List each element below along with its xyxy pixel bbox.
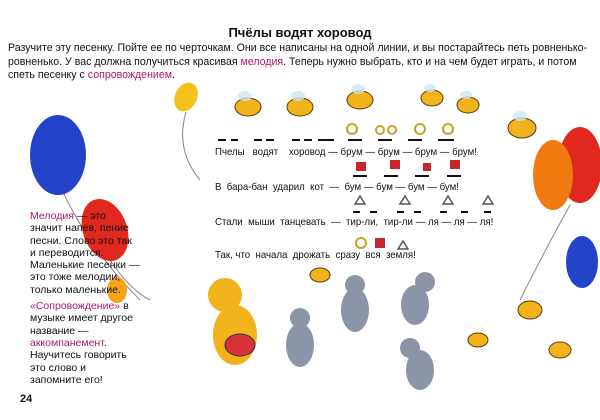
- intro-text: Разучите эту песенку. Пойте ее по черточкам. Они все написаны на одной линии, и вы постарайтесь петь ровненько-ровненько. У вас должна получиться красивая: [8, 42, 588, 68]
- bee-wing-icons: [238, 84, 527, 121]
- cat-icon: [208, 278, 257, 365]
- term-melody: мелодия: [240, 55, 284, 68]
- balloon-orange-right-icon: [533, 140, 573, 210]
- term-accompaniment: «Сопровождение»: [30, 300, 121, 313]
- term-accompaniment-alt: аккомпанемент: [30, 336, 104, 349]
- note-text: в музыке имеет другое название —: [30, 300, 133, 337]
- term-melody: Мелодия: [30, 210, 74, 222]
- mouse-icons: [286, 272, 435, 390]
- page-title: Пчёлы водят хоровод: [228, 25, 372, 40]
- note-text: . Научитесь говорить это слово и запомните его!: [30, 336, 127, 386]
- accompaniment-note: [30, 300, 140, 386]
- sidebar-note: [30, 210, 140, 390]
- term-accompaniment: сопровождением: [87, 69, 173, 81]
- song-line: Пчелы водят хоровод — брум — брум — брум — брум!: [215, 146, 477, 158]
- intro-text: . Теперь нужно выбрать, кто и на чем будет играть, и потом спеть песенку с: [8, 55, 577, 81]
- song-line: Так, что начала дрожать сразу вся земля!: [215, 249, 416, 261]
- page-number: 24: [20, 393, 33, 405]
- balloon-blue-right-icon: [566, 236, 598, 288]
- balloon-yellow-icon: [170, 79, 203, 180]
- intro-text: .: [172, 69, 175, 81]
- melody-note: [30, 210, 140, 296]
- intro-paragraph: [8, 42, 596, 83]
- song-line: Стали мыши танцевать — тир-ли, тир-ли — ля — ля — ля!: [215, 216, 494, 228]
- note-text: — это значит напев, пение песни. Слово это так и переводится. Маленькие песенки — это тоже мелодии, только маленькие.: [30, 210, 140, 296]
- song-line: В бара-бан ударил кот — бум — бум — бум — бум!: [215, 181, 459, 193]
